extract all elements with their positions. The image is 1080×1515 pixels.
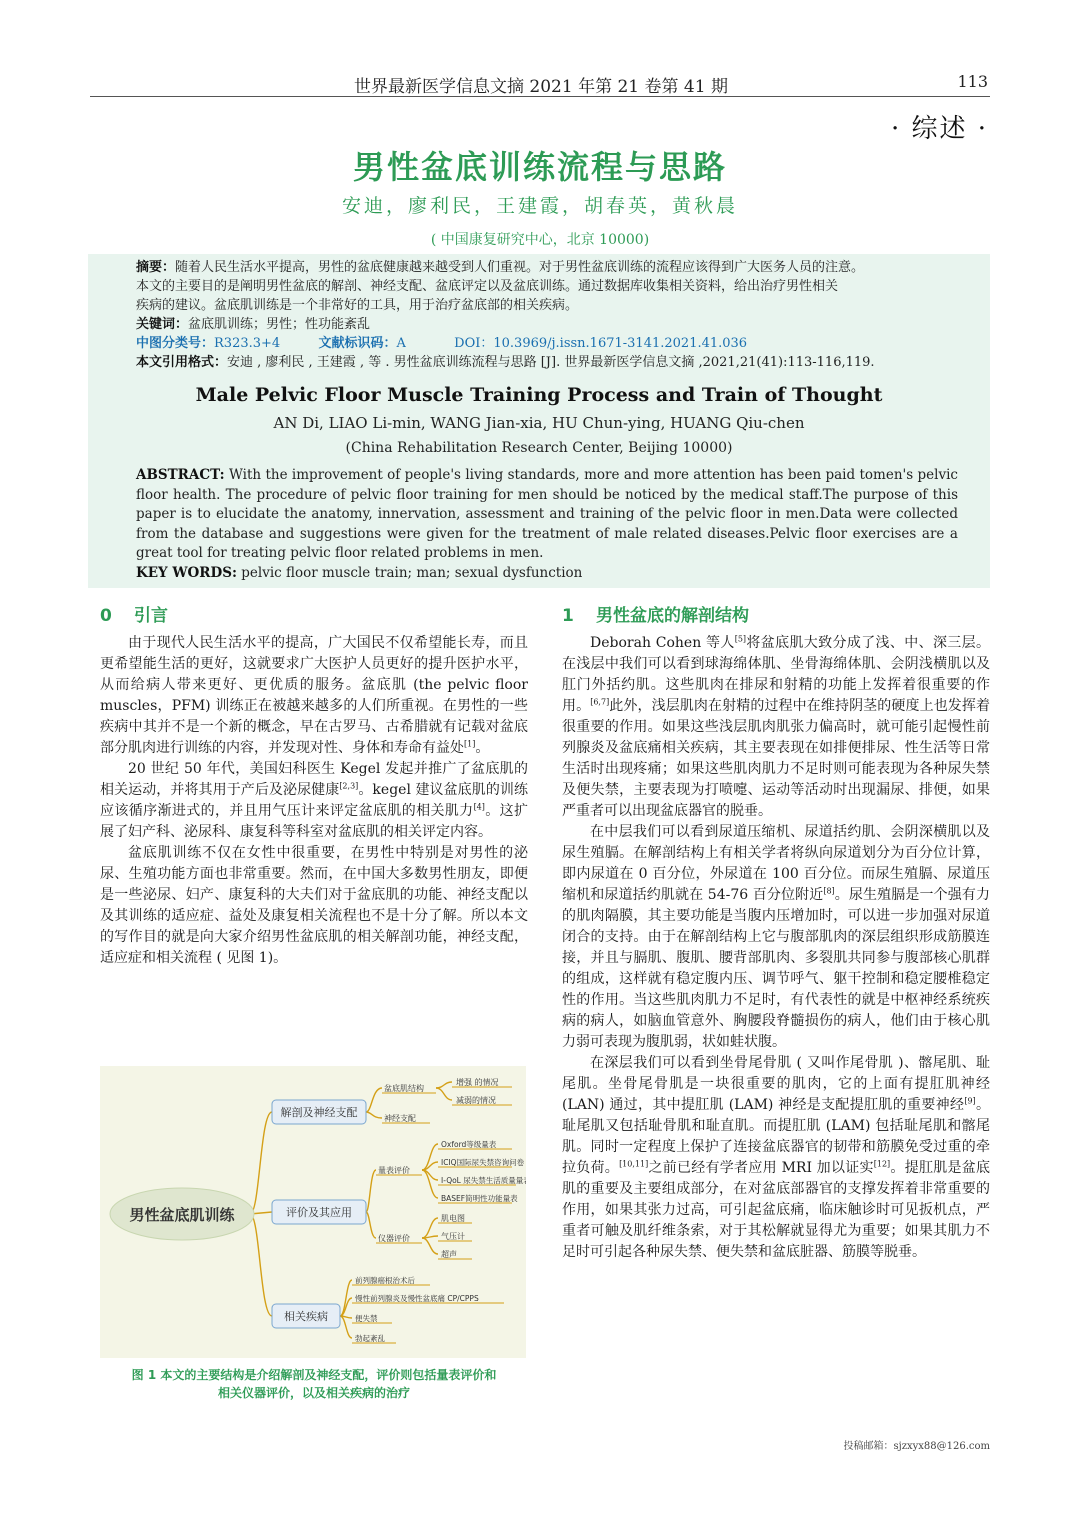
citation-ref: [2,3] (339, 781, 359, 791)
leaf-label: 前列腺癌根治术后 (355, 1276, 415, 1285)
text-run: 20 世纪 50 年代，美国妇科医生 Kegel 发起并推广了盆底肌的相关运动，并将其用于产后及泌尿健康 (100, 761, 528, 798)
keywords-cn-label: 关键词： (136, 317, 189, 332)
leaf-label: 气压计 (441, 1232, 465, 1241)
text-run: 。这扩展了妇产科、泌尿科、康复科等科室对盆底肌的相关评定内容。 (100, 803, 529, 840)
sub-node-label: 仪器评价 (378, 1234, 410, 1243)
leaf-label: I-QoL 尿失禁生活质量量表 (441, 1176, 526, 1185)
citation-ref: [4] (473, 802, 485, 812)
figure-caption-line: 相关仪器评价，以及相关疾病的治疗 (217, 1386, 410, 1400)
citation-text: 安迪 , 廖利民 , 王建霞 , 等 . 男性盆底训练流程与思路 [J]. 世界最新医学信息文摘 ,2021,21(41):113-116,119. (227, 355, 875, 370)
leaf-label: ICIQ国际尿失禁咨询问卷 (441, 1158, 525, 1167)
abstract-box (88, 254, 990, 588)
section-title: 男性盆底的解剖结构 (596, 606, 749, 626)
leaf-label: Oxford等级量表 (441, 1140, 497, 1149)
article-affiliation: ( 中国康复研究中心，北京 10000) (430, 232, 650, 248)
text-run: Deborah Cohen 等人 (590, 635, 735, 651)
leaf-label: 便失禁 (355, 1314, 378, 1323)
leaf-label: 勃起紊乱 (355, 1334, 385, 1343)
page-number: 113 (957, 72, 988, 91)
text-run: 。尿生殖膈是一个强有力的肌肉隔膜，其主要功能是当腹内压增加时，可以进一步加强对尿道闭合的支持。由于在解剖结构上它与腹部肌肉的深层组织形成筋膜连接，并且与膈肌、腹肌、腰背部肌肉、多裂肌共同参与腹部核心肌群的组成，这样就有稳定腹内压、调节呼气、躯干控制和稳定腰椎稳定性的作用。当这些肌肉肌力不足时，有代表性的就是中枢神经系统疾病的病人，如脑血管意外、胸腰段脊髓损伤的病人，他们由于核心肌力弱可表现为腹肌弱，状如蛙状腹。 (562, 887, 991, 1050)
text-run: 。 (475, 740, 490, 756)
leaf-label: 增强 的情况 (456, 1078, 499, 1087)
paragraph (100, 633, 528, 759)
paragraph (562, 822, 990, 1053)
figure-caption (100, 1366, 528, 1402)
paragraph (562, 1053, 990, 1263)
english-abstract (136, 466, 958, 583)
text-run: 。kegel 建议盆底肌的训练应该循序渐进式的，并且用气压计来评定盆底肌的相关肌力 (100, 782, 528, 819)
leaf-label: 慢性前列腺炎及慢性盆底痛 CP/CPPS (355, 1294, 479, 1303)
branch-label: 解剖及神经支配 (280, 1106, 358, 1119)
keywords-cn (136, 315, 958, 334)
citation-ref: [8] (823, 886, 835, 896)
text-run: 。提肛肌是盆底肌的重要及主要组成部分，在对盆底部器官的支撑发挥着非常重要的作用，如果其张力过高，可引起盆底痛，临床触诊时可见扳机点，严重者可触及肌纤维条索，对于其松解就显得尤为重要；如果其肌力不足时可引起各种尿失禁、便失禁和盆底脏器、筋膜等脱垂。 (562, 1160, 991, 1260)
text-run: 在中层我们可以看到尿道压缩机、尿道括约肌、会阴深横肌以及尿生殖膈。在解剖结构上有相关学者将纵向尿道划分为百分位计算，即内尿道在 0 百分位，外尿道在 100 百分位。而尿生殖膈、尿道压缩机和尿道括约肌就在 54-76 百分位附近 (562, 824, 990, 903)
branch-label: 评价及其应用 (286, 1206, 352, 1219)
clc-label: 中图分类号： (136, 336, 215, 351)
article-authors: 安迪，廖利民，王建霞，胡春英，黄秋晨 (341, 195, 738, 217)
classification-line (136, 334, 958, 353)
english-keywords-label: KEY WORDS: (136, 564, 237, 581)
citation-line (136, 353, 958, 372)
paragraph: 盆底肌训练不仅在女性中很重要，在男性中特别是对男性的泌尿、生殖功能方面也非常重要。然而，在中国大多数男性朋友，即便是一些泌尿、妇产、康复科的大夫们对于盆底肌的功能、神经支配以及其训练的适应症、益处及康复相关流程也不是十分了解。所以本文的写作目的就是向大家介绍男性盆底肌的相关解剖功能，神经支配，适应症和相关流程 ( 见图 1)。 (100, 845, 528, 966)
section-heading (100, 606, 528, 627)
abstract-cn-label: 摘要： (136, 260, 176, 275)
running-header (92, 72, 990, 97)
doi-link[interactable]: 10.3969/j.issn.1671-3141.2021.41.036 (493, 336, 748, 351)
english-affiliation: (China Rehabilitation Research Center, Beijing 10000) (345, 440, 733, 456)
connector (436, 1082, 452, 1088)
submission-email: 投稿邮箱：sjzxyx88@126.com (843, 1441, 990, 1452)
connector (366, 1088, 382, 1112)
journal-name: 世界最新医学信息文摘 2021 年第 21 卷第 41 期 (354, 77, 728, 97)
section-tag: · 综述 · (890, 114, 988, 144)
connector (340, 1316, 352, 1338)
citation-ref: [10,11] (619, 1159, 649, 1169)
connector (366, 1212, 376, 1238)
section-number: 1 (562, 606, 574, 626)
english-title: Male Pelvic Floor Muscle Training Process and Train of Thought (195, 384, 883, 406)
citation-label: 本文引用格式： (136, 355, 228, 370)
text-run: 此外，浅层肌肉在射精的过程中在维持阴茎的硬度上也发挥着很重要的作用。如果这些浅层肌肉肌张力偏高时，就可能引起慢性前列腺炎及盆底痛相关疾病，其主要表现在如排便排尿、性生活等日常生活时出现疼痛；如果这些肌肉肌力不足时则可能表现为各种尿失禁及便失禁，主要表现为打喷嚏、运动等活动时出现漏尿、排便，如果严重者可以出现盆底器官的脱垂。 (562, 698, 991, 819)
sub-node-label: 神经支配 (384, 1114, 416, 1123)
english-authors: AN Di, LIAO Li-min, WANG Jian-xia, HU Chun-ying, HUANG Qiu-chen (273, 414, 805, 432)
abstract-cn-text: 随着人民生活水平提高，男性的盆底健康越来越受到人们重视。对于男性盆底训练的流程应该得到广大医务人员的注意。 (175, 260, 865, 275)
text-run: 。 耻尾肌又包括耻骨肌和耻直肌。而提肛肌 (LAM) 包括耻尾肌和髂尾肌。同时一定程度上保护了连接盆底器官的韧带和筋膜免受过重的牵拉负荷。 (562, 1097, 990, 1176)
connector (366, 1170, 376, 1212)
mind-map (100, 1066, 526, 1358)
connector (436, 1088, 452, 1100)
left-column (100, 604, 528, 969)
citation-ref: [9] (964, 1096, 976, 1106)
text-run: 在深层我们可以看到坐骨尾骨肌 ( 又叫作尾骨肌 )、髂尾肌、耻尾肌。坐骨尾骨肌是一块很重要的肌肉，它的上面有提肛肌神经 (LAN) 通过，其中提肛肌 (LAM) 神经是支配提肛肌的重要神经 (562, 1055, 990, 1113)
clc-value: R323.3+4 (214, 336, 281, 351)
citation-ref: [6,7] (590, 697, 610, 707)
english-abstract-label: ABSTRACT: (136, 467, 225, 483)
sub-node-label: 量表评价 (378, 1166, 410, 1175)
english-keywords-text: pelvic floor muscle train; man; sexual dysfunction (241, 564, 583, 581)
citation-ref: [5] (734, 634, 747, 644)
connector (250, 1112, 272, 1214)
paragraph (562, 633, 990, 822)
paragraph (100, 759, 528, 843)
section-title: 引言 (134, 606, 168, 626)
citation-ref: [12] (873, 1159, 891, 1169)
center-node-label: 男性盆底肌训练 (129, 1206, 235, 1224)
leaf-label: 超声 (441, 1250, 457, 1259)
leaf-label: BASEF简明性功能量表 (441, 1194, 518, 1203)
text-run: 由于现代人民生活水平的提高，广大国民不仅希望能长寿，而且更希望能生活的更好，这就要求广大医护人员更好的提升医护水平，从而给病人带来更好、更优质的服务。盆底肌 (the pelvic floor muscles，PFM) 训练正在被越来越多的人们所重视。在男性的一些疾病中其并不是一个新的概念，早在古罗马、古希腊就有记载对盆底部分肌肉进行训练的内容，并发现对性、身体和寿命有益处 (100, 635, 528, 756)
header-rule (90, 96, 990, 97)
leaf-label: 减弱的情况 (456, 1096, 496, 1105)
connector (422, 1218, 438, 1238)
keywords-cn-text: 盆底肌训练；男性；性功能紊乱 (188, 317, 371, 332)
right-column (562, 604, 990, 1263)
text-run: 将盆底肌大致分成了浅、中、深三层。在浅层中我们可以看到球海绵体肌、坐骨海绵体肌、会阴浅横肌以及肛门外括约肌。这些肌肉在排尿和射精的功能上发挥着很重要的作用。 (562, 635, 990, 714)
doi-label: DOI： (454, 336, 494, 351)
abstract-cn-line (136, 258, 958, 277)
citation-ref: [1] (464, 739, 476, 749)
sub-node-label: 盆底肌结构 (384, 1084, 424, 1093)
abstract-cn-line: 本文的主要目的是阐明男性盆底的解剖、神经支配、盆底评定以及盆底训练。通过数据库收集相关资料，给出治疗男性相关 (136, 279, 839, 294)
figure-caption-line: 图 1 本文的主要结构是介绍解剖及神经支配，评价则包括量表评价和 (131, 1368, 497, 1382)
abstract-cn-line: 疾病的建议。盆底肌训练是一个非常好的工具，用于治疗盆底部的相关疾病。 (136, 298, 579, 313)
leaf-label: 肌电图 (441, 1214, 465, 1223)
text-run: 之前已经有学者应用 MRI 加以证实 (648, 1160, 874, 1176)
english-abstract-text: With the improvement of people's living standards, more and more attention has been paid tomen's pelvic floor health. The procedure of pelvic floor training for men should be noticed by the medical staff.The purpose of this paper is to elucidate the anatomy, innervation, assessment and training of the pelvic floor in men.Data were collected from the database and suggestions were given for the treatment of male related diseases.Pelvic floor exercises are a great tool for treating pelvic floor related problems in men. (136, 467, 958, 561)
branch-label: 相关疾病 (284, 1310, 328, 1323)
section-heading (562, 606, 990, 627)
doc-code-label: 文献标识码： (318, 336, 397, 351)
article-title: 男性盆底训练流程与思路 (352, 148, 727, 186)
connector (366, 1112, 382, 1118)
connector (422, 1238, 438, 1254)
doc-code-value: A (396, 336, 406, 351)
connector (250, 1214, 272, 1316)
section-number: 0 (100, 606, 112, 626)
figure-1 (100, 1066, 526, 1358)
